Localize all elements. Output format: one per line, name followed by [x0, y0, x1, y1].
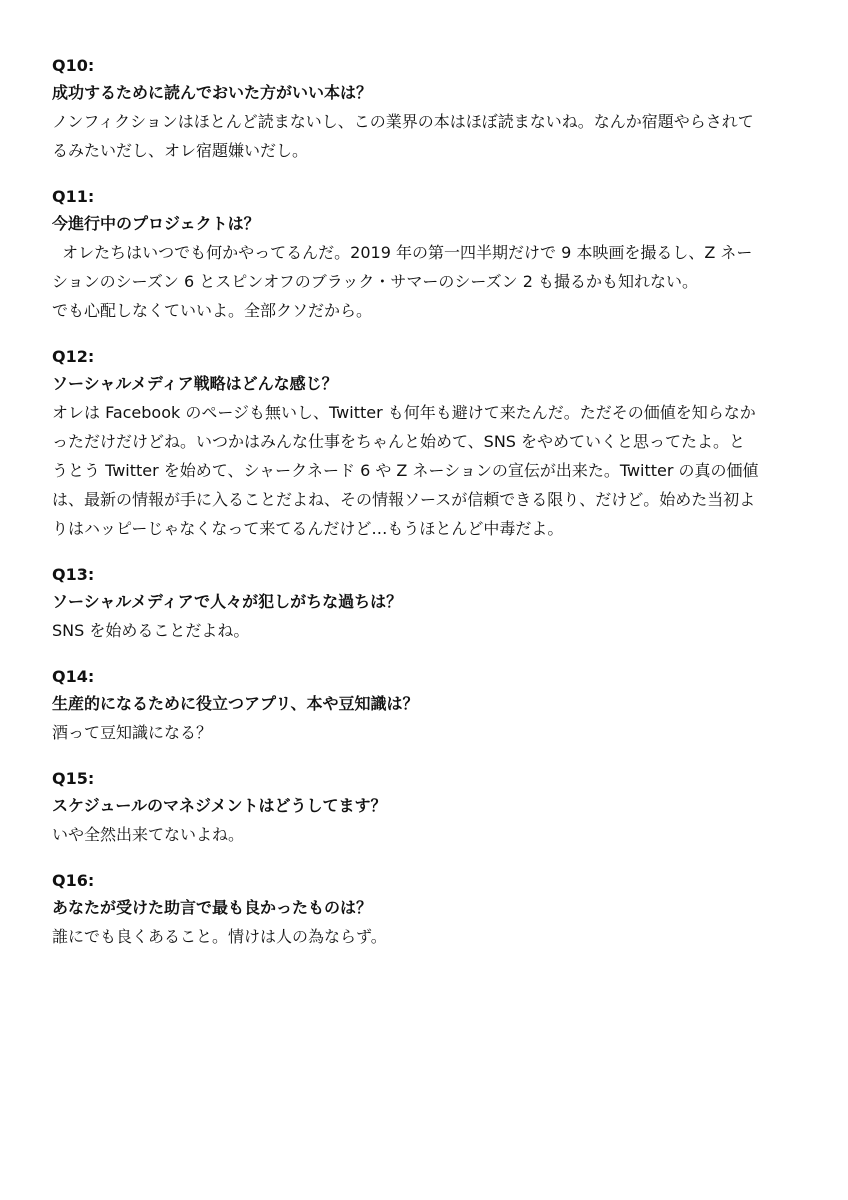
answer-line: 酒って豆知識になる？: [52, 723, 213, 742]
question-text: 今進行中のプロジェクトは？: [52, 214, 260, 233]
question-text: 成功するために読んでおいた方がいい本は？: [52, 83, 373, 102]
answer-line: うとう Twitter を始めて、シャークネード 6 や Z ネーションの宣伝が出来た。Twitter の真の価値: [52, 461, 759, 480]
answer-line: いや全然出来てないよね。: [52, 825, 245, 844]
answer-text: [52, 398, 804, 543]
answer-text: [52, 820, 804, 849]
question-text: 生産的になるために役立つアプリ、本や豆知識は？: [52, 694, 419, 713]
question-text: ソーシャルメディア戦略はどんな感じ？: [52, 374, 338, 393]
question-number: Q15:: [52, 769, 95, 788]
question-number: Q10:: [52, 56, 95, 75]
answer-line: ノンフィクションはほとんど読まないし、この業界の本はほぼ読まないね。なんか宿題やらされて: [52, 112, 754, 131]
question-number: Q16:: [52, 871, 95, 890]
answer-text: [52, 107, 804, 165]
answer-line: 誰にでも良くあること。情けは人の為ならず。: [52, 927, 387, 946]
answer-line: るみたいだし、オレ宿題嫌いだし。: [52, 141, 309, 160]
answer-line: りはハッピーじゃなくなって来てるんだけど…もうほとんど中毒だよ。: [52, 519, 564, 538]
qa-block-q12: [52, 345, 808, 543]
question-text: ソーシャルメディアで人々が犯しがちな過ちは？: [52, 592, 403, 611]
answer-text: [52, 922, 804, 951]
qa-block-q13: [52, 563, 808, 645]
qa-block-q16: [52, 869, 808, 951]
answer-line: SNS を始めることだよね。: [52, 621, 250, 640]
qa-block-q10: [52, 54, 808, 165]
question-number: Q11:: [52, 187, 95, 206]
qa-block-q11: [52, 185, 808, 325]
qa-block-q14: [52, 665, 808, 747]
answer-line: ションのシーズン 6 とスピンオフのブラック・サマーのシーズン 2 も撮るかも知れない。: [52, 272, 698, 291]
question-number: Q12:: [52, 347, 95, 366]
question-number: Q14:: [52, 667, 95, 686]
answer-text: [52, 616, 804, 645]
answer-line: でも心配しなくていいよ。全部クソだから。: [52, 301, 373, 320]
question-text: あなたが受けた助言で最も良かったものは？: [52, 898, 373, 917]
answer-line: オレたちはいつでも何かやってるんだ。2019 年の第一四半期だけで 9 本映画を撮るし、Z ネー: [52, 243, 753, 262]
answer-line: っただけだけどね。いつかはみんな仕事をちゃんと始めて、SNS をやめていくと思ってたよ。と: [52, 432, 746, 451]
question-text: スケジュールのマネジメントはどうしてます？: [52, 796, 387, 815]
answer-line: は、最新の情報が手に入ることだよね、その情報ソースが信頼できる限り、だけど。始めた当初よ: [52, 490, 756, 509]
qa-block-q15: [52, 767, 808, 849]
answer-text: [52, 238, 804, 325]
answer-text: [52, 718, 804, 747]
question-number: Q13:: [52, 565, 95, 584]
answer-line: オレは Facebook のページも無いし、Twitter も何年も避けて来たんだ。ただその価値を知らなか: [52, 403, 756, 422]
